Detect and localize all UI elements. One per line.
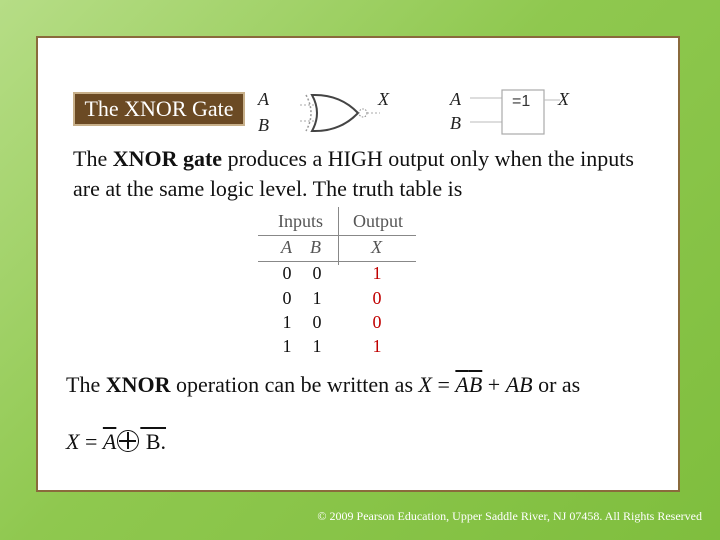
expr-a-bar: $\overline{A}$ bbox=[455, 372, 469, 397]
header-divider bbox=[258, 235, 416, 236]
intro-text-1: The bbox=[73, 146, 113, 171]
expr-x: X bbox=[418, 372, 432, 397]
cell-x: 1 bbox=[372, 336, 382, 356]
column-divider bbox=[338, 207, 339, 265]
cell-a: 1 bbox=[282, 312, 292, 332]
expr-text-1: The bbox=[66, 372, 106, 397]
cell-a: 0 bbox=[282, 263, 292, 283]
output-header: Output bbox=[353, 211, 404, 231]
alt-b: B. bbox=[140, 429, 167, 454]
intro-text-2: produces a HIGH output only when the inputs are at the same logic level. The truth table is bbox=[73, 146, 634, 201]
iec-input-a-label: A bbox=[450, 89, 461, 109]
xnor-gate-symbol-icon bbox=[300, 92, 380, 134]
expr-ab: AB bbox=[505, 372, 533, 397]
expr-plus: + bbox=[482, 372, 506, 397]
expr-equals: = bbox=[431, 372, 456, 397]
gate-output-label: X bbox=[378, 89, 389, 109]
col-x-header: X bbox=[371, 237, 382, 257]
intro-paragraph bbox=[73, 144, 653, 204]
expr-text-2: operation can be written as bbox=[170, 372, 419, 397]
cell-b: 0 bbox=[312, 263, 322, 283]
cell-b: 0 bbox=[312, 312, 322, 332]
iec-gate-label: =1 bbox=[512, 93, 531, 110]
expr-b-bar: $\overline{B}$ bbox=[468, 372, 483, 397]
cell-x: 0 bbox=[372, 288, 382, 308]
truth-table bbox=[258, 205, 416, 361]
alt-a: A bbox=[102, 429, 117, 454]
alt-expression bbox=[66, 427, 166, 457]
alt-overlined-group bbox=[103, 429, 166, 454]
alt-equals: = bbox=[79, 429, 103, 454]
cell-x: 1 bbox=[372, 263, 382, 283]
iec-output-label: X bbox=[558, 89, 569, 109]
cell-a: 1 bbox=[282, 336, 292, 356]
cell-b: 1 bbox=[312, 288, 322, 308]
copyright-footer: © 2009 Pearson Education, Upper Saddle River, NJ 07458. All Rights Reserved bbox=[317, 509, 702, 523]
cell-x: 0 bbox=[372, 312, 382, 332]
inputs-header: Inputs bbox=[278, 211, 323, 231]
subheader-divider bbox=[258, 261, 416, 262]
gate-input-b-label: B bbox=[258, 115, 269, 135]
expr-bold-xnor: XNOR bbox=[105, 372, 171, 397]
iec-input-b-label: B bbox=[450, 113, 461, 133]
xor-circle-plus-icon bbox=[117, 430, 139, 452]
col-a-header: A bbox=[281, 237, 292, 257]
alt-x: X bbox=[66, 429, 80, 454]
expression-paragraph bbox=[66, 370, 666, 400]
gate-input-a-label: A bbox=[258, 89, 269, 109]
slide-title: The XNOR Gate bbox=[73, 92, 245, 126]
expr-tail: or as bbox=[532, 372, 581, 397]
cell-a: 0 bbox=[282, 288, 292, 308]
cell-b: 1 bbox=[312, 336, 322, 356]
intro-bold-gate: XNOR gate bbox=[112, 146, 223, 171]
col-b-header: B bbox=[310, 237, 321, 257]
